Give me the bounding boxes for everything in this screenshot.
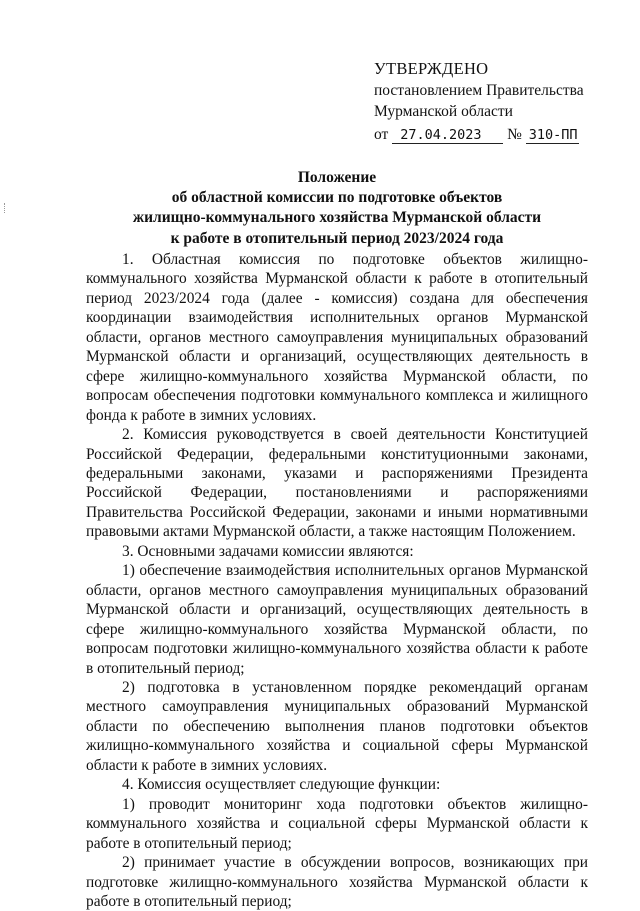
document-title [86,168,588,249]
document-body [86,250,588,911]
title-line-3: жилищно-коммунального хозяйства Мурманской области [132,209,542,227]
approval-stamp [374,58,614,145]
title-line-2: об областной комиссии по подготовке объектов [171,189,503,207]
paragraph-3: 3. Основными задачами комиссии являются: [122,542,414,560]
paragraph-1: 1. Областная комиссия по подготовке объектов жилищно-коммунального хозяйства Мурманской области к работе в отопительный период 2023/2024 года (далее - комиссия) создана для обеспечения координации взаимодействия исполнительных органов Мурманской области, органов местного самоуправления муниципальных образований Мурманской области и организаций, осуществляющих деятельность в сфере жилищно-коммунального хозяйства Мурманской области, по вопросам обеспечения подготовки коммунального комплекса и жилищного фонда к работе в зимних условиях. [86,251,588,424]
date-prefix: от [374,126,389,143]
number-prefix: № [507,126,522,143]
paragraph-3-item-1: 1) обеспечение взаимодействия исполнительных органов Мурманской области, органов местного самоуправления муниципальных образований Мурманской области и организаций, осуществляющих деятельность в сфере жилищно-коммунального хозяйства Мурманской области, по вопросам подготовки жилищно-коммунального хозяйства области к работе в отопительный период; [86,562,588,677]
approval-heading: УТВЕРЖДЕНО [374,59,489,78]
paragraph-3-item-2: 2) подготовка в установленном порядке рекомендаций органам местного самоуправления муниципальных образований Мурманской области по обеспечению выполнения планов подготовки объектов жилищно-коммунального хозяйства и социальной сферы Мурманской области к работе в зимних условиях. [86,678,588,774]
approval-line-1: постановлением Правительства [374,82,584,99]
number-value: 310-ПП [526,127,579,144]
title-line-1: Положение [297,169,377,186]
margin-mark [4,203,7,213]
paragraph-2: 2. Комиссия руководствуется в своей деятельности Конституцией Российской Федерации, федеральными конституционными законами, федеральными законами, указами и распоряжениями Президента Российской Федерации, постановлениями и распоряжениями Правительства Российской Федерации, законами и иными нормативными правовыми актами Мурманской области, а также настоящим Положением. [86,426,588,541]
approval-date-row [374,124,614,145]
date-value: 27.04.2023 [392,127,503,144]
paragraph-4-item-2: 2) принимает участие в обсуждении вопросов, возникающих при подготовке жилищно-коммунального хозяйства Мурманской области к работе в отопительный период; [86,854,588,910]
paragraph-4-item-1: 1) проводит мониторинг хода подготовки объектов жилищно-коммунального хозяйства и социальной сферы Мурманской области к работе в отопительный период; [86,795,588,852]
approval-line-2: Мурманской области [374,103,513,120]
title-line-4: к работе в отопительный период 2023/2024 года [170,229,504,247]
paragraph-4: 4. Комиссия осуществляет следующие функции: [122,776,441,794]
